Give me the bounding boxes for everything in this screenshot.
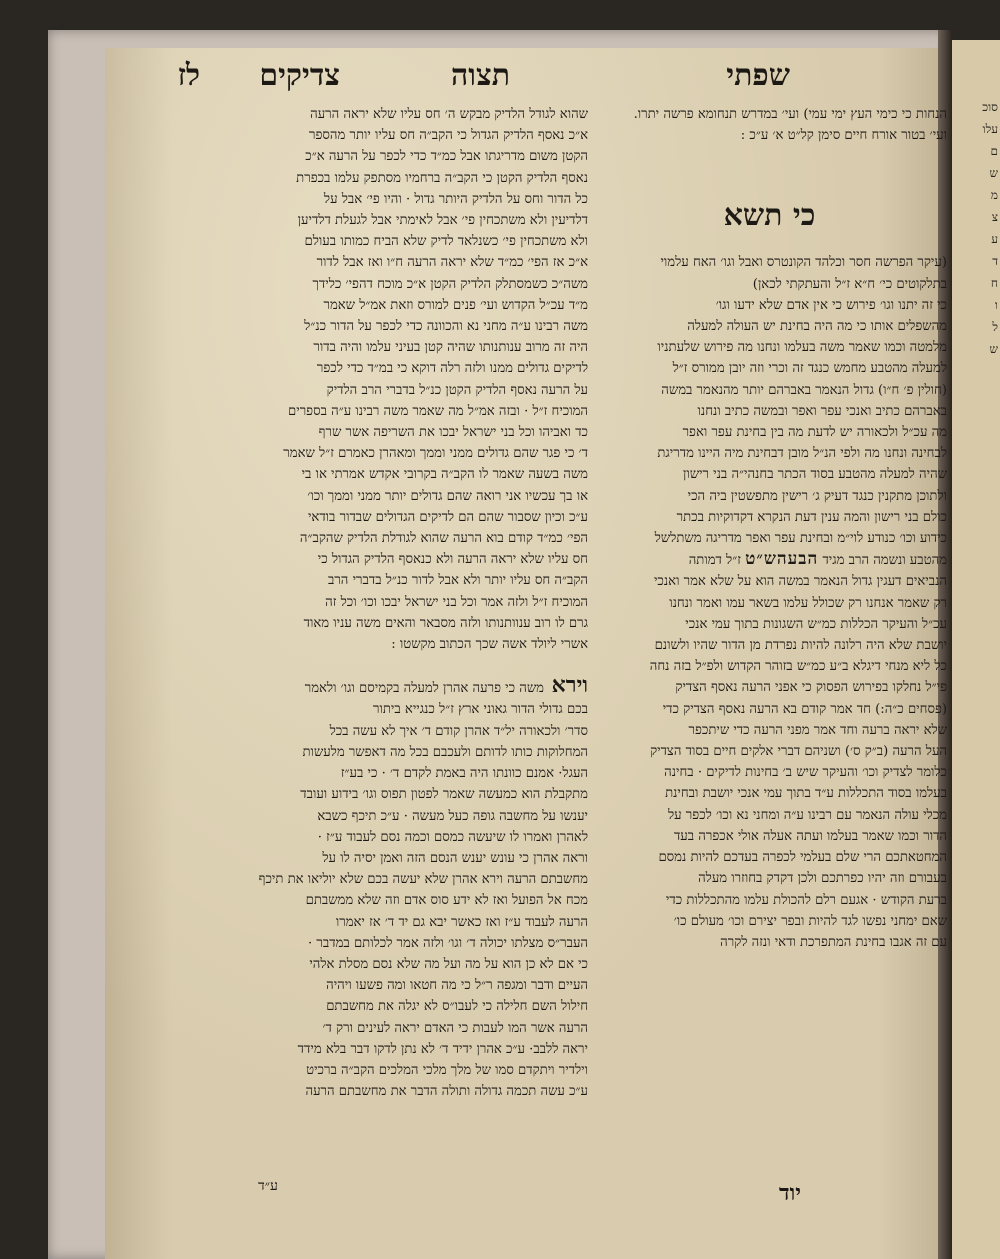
text-line: ולתוכן מתקנין כנגד דעיק ג׳ רישין מתפשטין ביה הכי [687,488,947,504]
text-line: בעבורם וזה יהיו כפרתכם ולכן דקדק בחוזרו מעלה [698,871,947,887]
text-line: העבר״ס מצלתו יכולה ד׳ וגו׳ ולזה אמר לכלותם במדבר · [308,935,588,951]
text-line: בכם גדולי הדור גאוני ארץ ז״ל כנגייא ביתור [373,702,588,718]
parsha-title: כי תשא [723,198,816,234]
text-line: העיים ודבר ומגפה ר״ל כי מה חטאו ומה פשעו ויהיה [326,978,588,994]
text-line: הקב״ה חס עליו יותר ולא אבל לדור כנ״ל בדברי הרב [327,573,588,589]
text-line: הנחות כי כימי העץ ימי עמי) ועי׳ במדרש תנחומא פרשה יתרו. [633,107,947,122]
text-line: העגל· אמנם כוונתו היה באמת לקדם ד׳ · כי בע״ז [340,766,588,782]
text-line: משה״כ כשמסתלק הלדיק הקטן א״כ מוכח דהפי׳ כלידך [312,276,588,292]
next-page-fragment: מ [990,188,998,202]
right-column-top-lines [592,104,947,146]
text-line: חס עליו שלא יראה הרעה ולא כנאסף הלדיק הגדול כי [317,552,588,568]
running-header [140,58,790,104]
text-line: המוכיח ז״ל · ובזה אמ״ל מה שאמר משה רבינו ע״ה בספרים [288,403,588,419]
right-text-column [592,104,947,953]
text-line: המוכיח ז״ל ולזה אמר וכל בני ישראל יבכו וכו׳ וכל זה [325,594,588,610]
text-line: המחלוקות כותו לדותם ולעכבם בכל מה דאפשר מלעשות [302,744,588,760]
text-line: הדור וכמו שאמר בעלמו ועתה אעלה אולי אכפרה בעד [673,828,947,844]
text-line: (עיקר הפרשה חסר וכלהד הקונטרס ואבל וגו׳ האח עלמוי [660,255,947,271]
text-line: העל הרעה (ב״ק ס׳) ושניהם דברי אלקים חיים בסוד הצדיק [650,744,947,760]
text-line: או בך עכשיו אני רואה שהם גדולים יותר ממני וממך וכו׳ [307,488,588,504]
text-line: (חולין פ׳ ח״ו) גדול הנאמר באברהם יותר מהנאמר במשה [661,382,947,398]
opening-word: וירא [544,675,588,699]
next-page-fragment: ש [989,166,998,180]
next-page-fragment: עלו [982,122,998,136]
text-line: מה עכ״ל ולכאורה יש לדעת מה בין בחינת עפר ואפר [682,425,947,441]
text-line: יושבת שלא היה רלונה להיות נפרדת מן הדור שהיו ולשונם [654,638,947,654]
next-page-fragment: ח [990,276,998,290]
text-line: ע״כ וכיון שסבור שהם הם לדיקים הגדולים שבדור בודאי [307,509,588,525]
text-line: הפי׳ כמ״ד קודם בוא הרעה שהוא לגודלת הלדיק שהקב״ה [299,531,588,547]
text-line: המחטאתכם הרי שלם בעלמי לכפרה בעדכם להיות נמסם [658,850,947,866]
text-line: מתקבלת הוא כמעשה שאמר לפטון תפוס וגו׳ בידוע ועובד [300,787,588,803]
text-line: שלא יראה ברעה וחד אמר מפני הרעה כדי שיתכפר [688,722,947,738]
text-line: הקטן משום מדריגתו אבל כמ״ד כדי לכפר על הרעה א״כ [305,149,588,165]
text-line: פי״ל נחלקו בפירוש הפסוק כי אפני הרעה נאסף הצדיק [675,680,947,696]
text-line: מהשפלים אותו כי מה היה בחינת יש העולה למעלה [687,319,947,335]
text-line: לאהרן ואמרו לו שיעשה כמסם וכמה נסם לעבוד ע״ז · [317,829,588,845]
text-line: אשרי ליולד אשה שכך הכתוב מקשטו : [391,637,588,653]
text-line: על הרעה נאסף הלדיק הקטן כנ״ל בדברי הרב הלדיק [326,382,588,398]
next-page-edge [952,40,1000,1259]
left-text-column [218,104,588,1102]
text-line: סדר׳ ולכאורה יל״ד אהרן קודם ד׳ איך לא עשה בכל [329,723,588,739]
text-line: ולא משתכחין פי׳ כשנלאד לדיק שלא הביח כמותו בעולם [304,234,588,250]
text-line: (פסחים כ״ה:) חד אמר קודם בא הרעה נאסף הצדיק כדי [662,701,947,717]
text-line: ברעת הקודש · אגעם רלם להכולת עלמו מהתכללות כדי [665,892,947,908]
text-line: למעלה מהטבע מחמש כנגד זה וכרי וזה יובן ממורס ז״ל [672,361,947,377]
text-line: דלדיעין ולא משתכחין פי׳ אבל לאימתי אבל לגעלת דלדיען [297,213,588,229]
next-page-fragment: ו [994,298,998,312]
next-page-fragment: ע [991,232,998,246]
text-line: שהוא לגודל הלדיק מבקש ה׳ חס עליו שלא יראה הרעה [310,107,588,122]
text-line-rest: משה כי פרעה אהרן למעלה בקמיסם וגו׳ ולאמר [304,681,544,697]
text-line: כי אם לא כן הוא על מה ועל מה שלא נסם מסלת אלהי [309,956,588,972]
text-line: שאם ימחני נפשו לגד להיות ובפר יצירם וכו׳ מעולם כו׳ [673,913,947,929]
text-line: לבחינה ונחנו מה ולפי הנ״ל מובן דבחינת מיה היינו מדריגת [657,446,947,462]
text-line: גרם לו רוב ענוותנותו ולזה מסבאר והאים משה עניו מאוד [303,615,588,631]
catchword: ע״ד [258,1178,278,1194]
text-line: הרעה לעבוד ע״ז ואז כאשר יבא גם יד ד׳ אז יאמרו [335,914,588,930]
text-line: ועי׳ בטור אורח חיים סימן קל״ט א׳ ע״כ : [740,128,947,144]
signature-mark: יוד [779,1180,801,1206]
text-line: כי זה יתנו וגו׳ פירוש כי אין אדם שלא ידעו וגו׳ [715,297,947,313]
text-line: מחשבתם הרעה וירא אהרן שלא יעשה בכם שלא יוליאו את תיכף [258,872,588,888]
text-line: כל הדור וחס על הלדיק היותר גדול · והיו פי׳ אבל על [323,191,588,207]
next-page-fragment: סוכ [982,100,998,114]
text-line: כולם בני רישון והמה ענין דעת הנקרא דקדוקיות בכתר [676,509,947,525]
right-column-body [592,252,947,953]
text-line: מכח אל הפועל ואז לא ידע סוס אדם וזה שלא ממשבתם [305,893,588,909]
text-line: א״כ נאסף הלדיק הגדול כי הקב״ה חס עליו יותר מהספר [309,128,588,144]
text-line: מכלי עולה הנאמר עם רבינו ע״ה ומחני נא וכו׳ לכפר על [667,807,947,823]
text-line: כידוע וכו׳ כנודע לוי״מ ובחינת עפר ואפר מדריגה משתלשל [654,531,947,547]
text-line: היה זה מרוב ענותנותו שהיה קטן בעיני עלמו והיה בדור [313,340,588,356]
text-line: משה בשעה שאמר לו הקב״ה בקרובי אקדש אמרתי או בי [301,467,588,483]
next-page-fragment: צ [991,210,998,224]
text-line: מהטבע ונשמה הרב מגיד הבעהש״ט ז״ל דמותה [688,549,947,570]
text-line: משה רבינו ע״ה מחני נא והכוונה כדי לכפר על הדור כנ״ל [304,319,588,335]
text-line: ד׳ כי פגר שהם גדולים ממני וממך ומאהרן כאמרם ז״ל שאמר [283,446,588,462]
text-line [218,675,588,699]
text-line: הרעה אשר המו לעבות כי האדם יראה לעינים ורק ד׳ [322,1020,588,1036]
next-page-text [952,96,1000,360]
header-word-title: צדיקים [259,58,340,93]
text-line: בעלמו בסוד התכללות ע״ד בתוך עמי אנכי יושבת ובחינת [665,786,947,802]
text-line: מ״ד עכ״ל הקדוש ועי׳ פנים למורס וזאת אמ״ל שאמר [323,297,588,313]
text-line: באברהם כתיב ואנכי עפר ואפר ובמשה כתיב ונחנו [697,403,947,419]
text-line: ע״כ עשה תכמה גדולה ותולה הדבר את מחשבתם הרעה [305,1084,588,1100]
text-line: א״כ אז הפי׳ כמ״ד שלא יראה הרעה ח״ו ואז אבל לדור [316,255,588,271]
text-line: וראה אהרן כי עונש יענש הנסם הזה ואמן יסיה לו על [322,850,588,866]
text-line: וילדיר ויתקדם סמו של מלך מלכי המלכים הקב״ה ברכיט [306,1062,588,1078]
emphasized-word: הבעהש״ט [745,549,819,570]
text-line: נאסף הלדיק הקטן כי הקב״ה ברחמיו מסתפק עלמו בכפרת [296,170,588,186]
text-line: שהיה למעלה מהטבע בסוד הכתר בחנהי״ה בני רישון [682,467,947,483]
page-number: לז [177,58,200,93]
next-page-fragment: ם [990,144,998,158]
header-word-parsha: תצוה [451,58,510,93]
text-line: יענשו על מחשבה גופה כעל מעשה · ע״כ תיכף כשבא [317,808,588,824]
text-line: חילול השם חלילה כי לעבו״ס לא יגלה את מחשבתם [326,999,588,1015]
text-line: יראה ללבב· ע״כ אהרן ידיד ד׳ לא נתן לדקו דבר בלא מידד [297,1041,588,1057]
header-word-right: שפתי [726,58,790,93]
text-line: בתלקוטים כי׳ ח״א ז״ל והעתקתי לכאן) [752,276,947,292]
left-column-body [218,104,588,655]
vayar-paragraph [218,675,588,1102]
next-page-fragment: ל [992,320,998,334]
text-line: כד ואביהו וכל בני ישראל יבכו את השריפה אשר שרף [318,425,588,441]
text-line: עם זה אגבו בחינת המתפרכת ודאי ונזה לקרה [720,934,947,950]
text-line: לדיקים גדולים ממנו ולזה רלה דוקא כי במ״ד כדי לכפר [316,361,588,377]
text-line: רק שאמר אנחנו רק שכולל עלמו בשאר עמו ואמר ונחנו [669,595,947,611]
text-line: מלמטה וכמו שאמר משה בעלמו ונחנו מה פירוש שלעתניו [657,340,947,356]
text-line: כל ליא מנחי דיגלא ב״ע כמ״ש בזוהר הקדוש ולפ״ל בזה נחה [649,659,947,675]
text-line: הנביאים דעגין גדול הנאמר במשה הוא על שלא אמר ואנכי [653,574,947,590]
text-line: כלומר לצדיק וכו׳ והעיקר שיש ב׳ בחינות לדיקים · בחינה [664,765,947,781]
text-line: עכ״ל והעיקר הכללות כמ״ש השגונות בתוך עמי אנכי [685,616,947,632]
next-page-fragment: ש [989,342,998,356]
next-page-fragment: ד [992,254,998,268]
